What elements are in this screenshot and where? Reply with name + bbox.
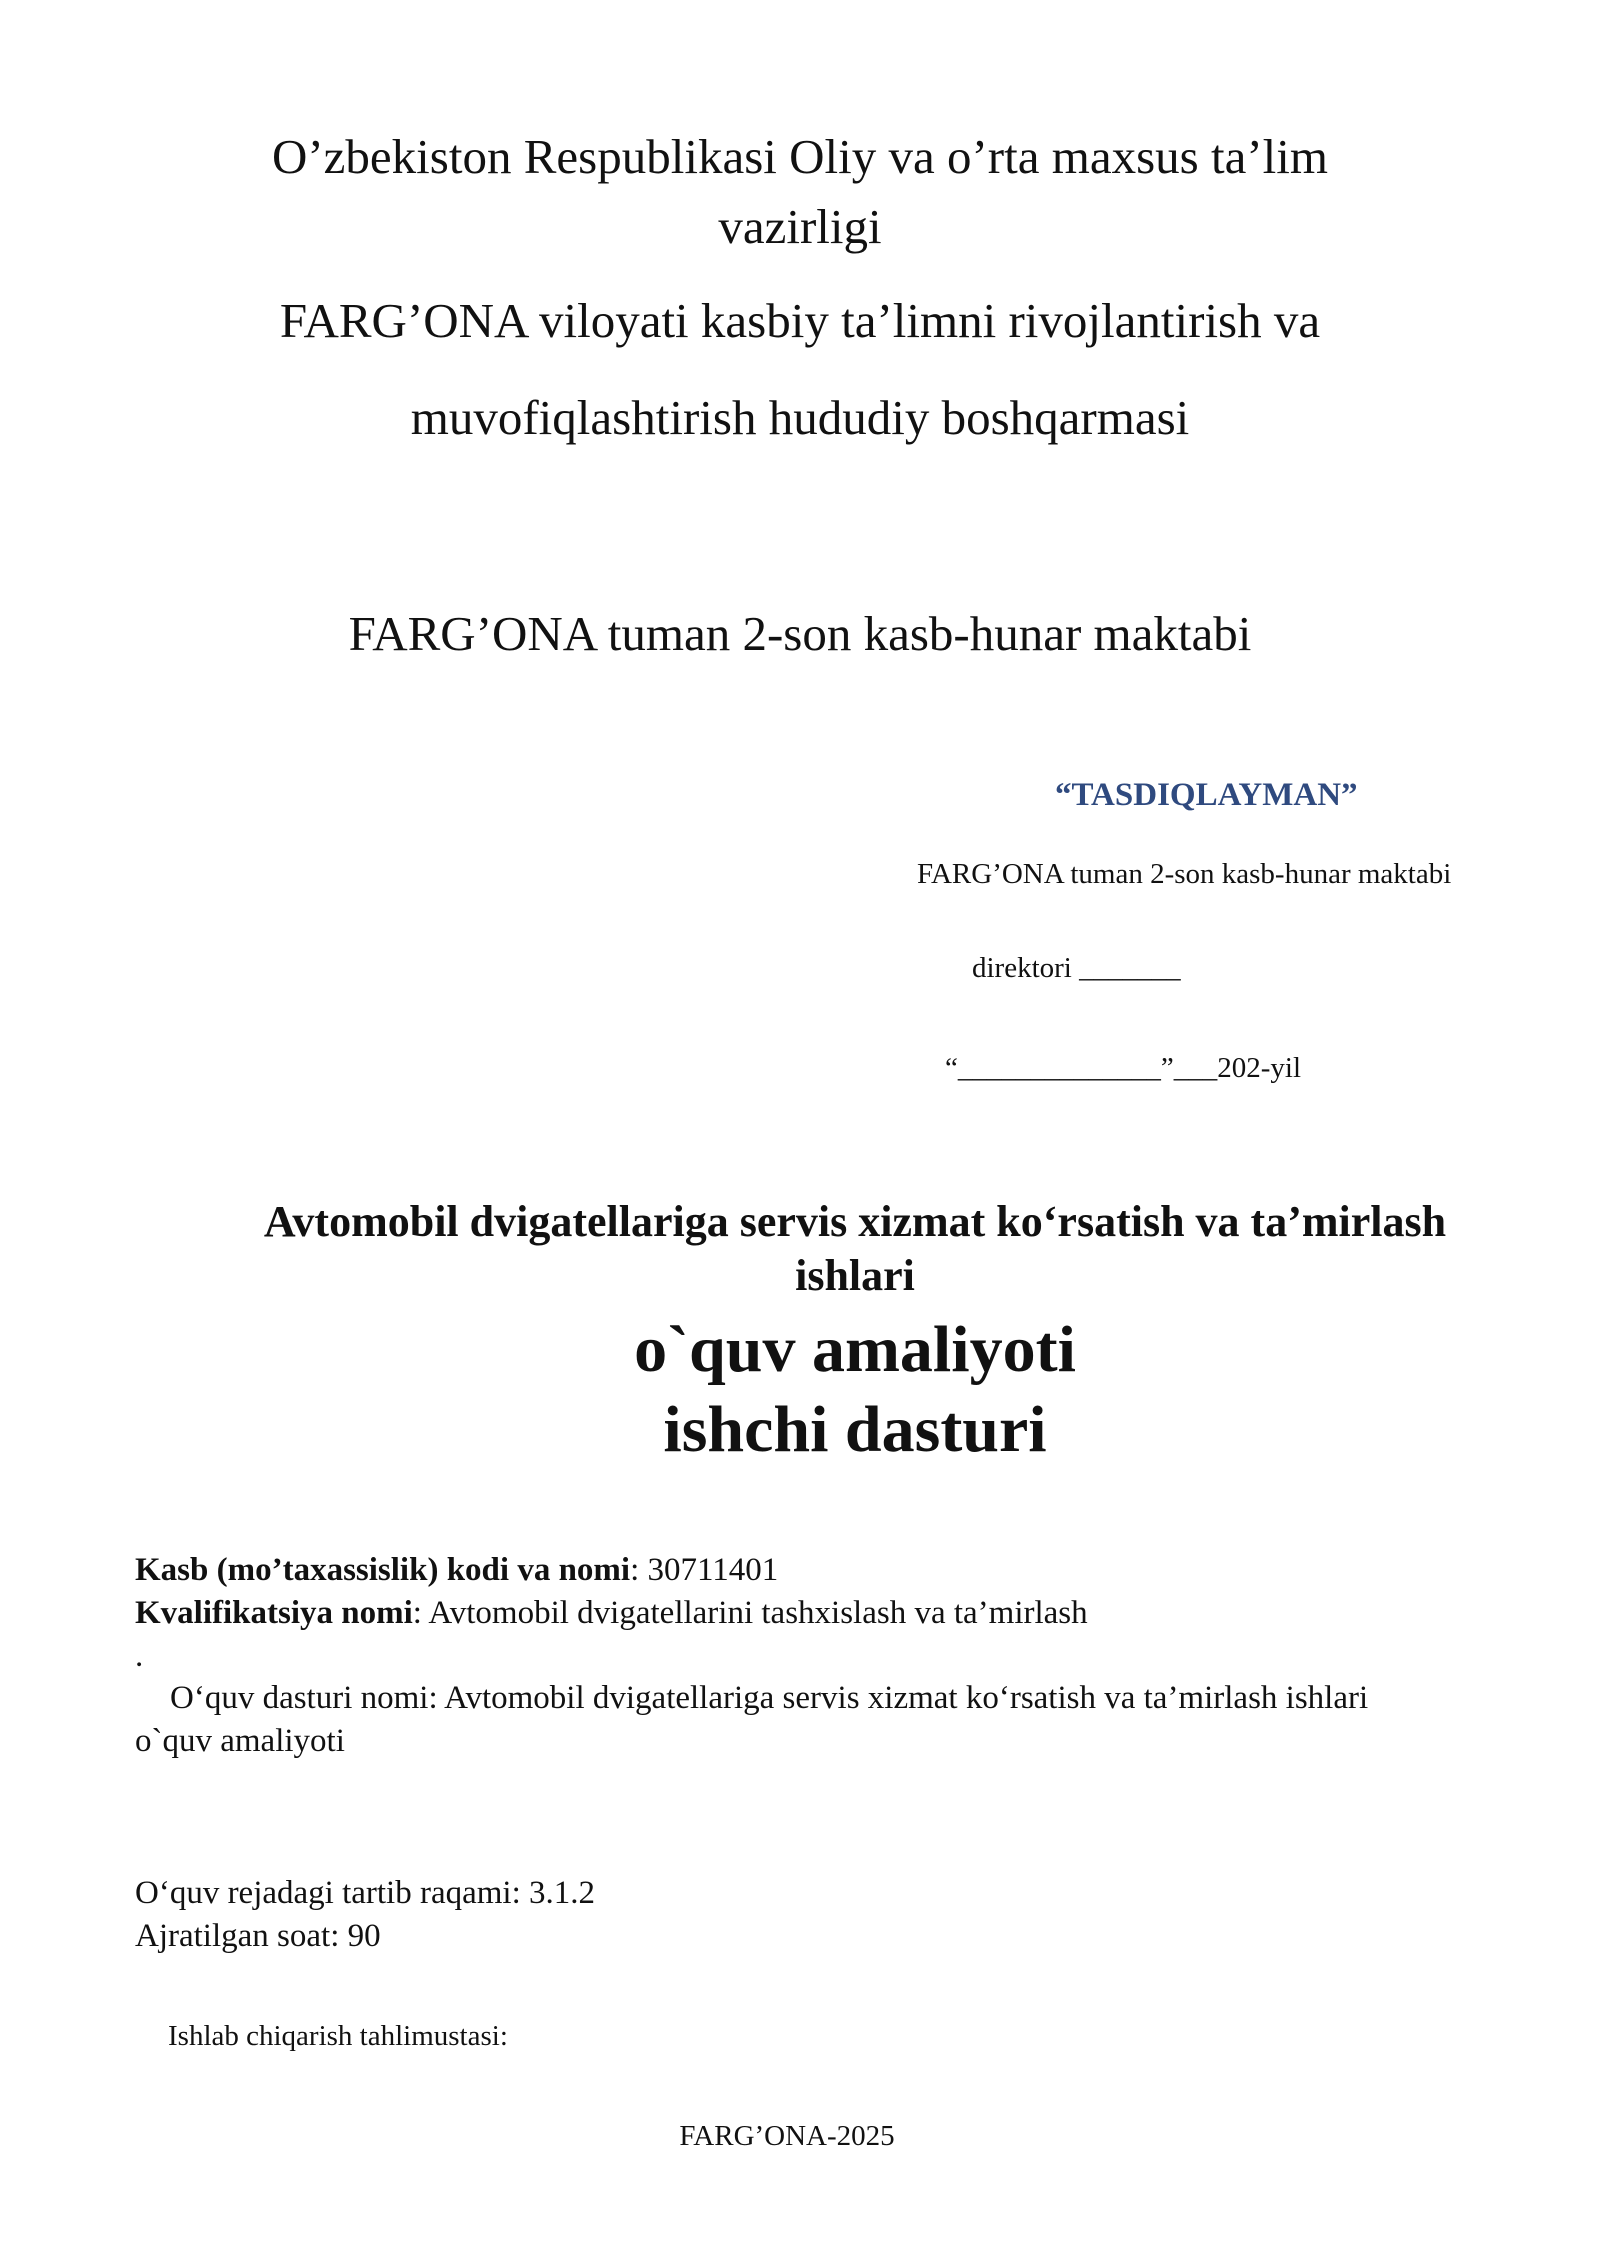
approval-date: “______________”___202-yil [945, 1052, 1302, 1084]
program-name-line2: o`quv amaliyoti [135, 1723, 345, 1759]
document-title [0, 1310, 1600, 1470]
separator-dot: . [135, 1638, 144, 1674]
ministry-heading [0, 122, 1600, 262]
document-topic-line2: ishlari [795, 1251, 915, 1300]
qualification-label: Kvalifikatsiya nomi [135, 1595, 413, 1631]
document-title-line1: o`quv amaliyoti [634, 1313, 1076, 1386]
plan-number: O‘quv rejadagi tartib raqami: 3.1.2 [135, 1875, 596, 1911]
profession-code-label: Kasb (mo’taxassislik) kodi va nomi [135, 1552, 631, 1588]
document-topic-line1: Avtomobil dvigatellariga servis xizmat ko‘rsatish va ta’mirlash [263, 1197, 1447, 1246]
allocated-hours: Ajratilgan soat: 90 [135, 1918, 381, 1954]
instructor-label: Ishlab chiqarish tahlimustasi: [168, 2020, 508, 2052]
program-name-line1: O‘quv dasturi nomi: Avtomobil dvigatellariga servis xizmat ko‘rsatish va ta’mirlash ishlari [170, 1680, 1369, 1716]
school-heading: FARG’ONA tuman 2-son kasb-hunar maktabi [348, 606, 1252, 661]
approval-title: “TASDIQLAYMAN” [1055, 777, 1358, 813]
approval-director: direktori _______ [972, 952, 1181, 984]
profession-code [135, 1552, 778, 1589]
document-topic [0, 1195, 1600, 1303]
document-title-line2: ishchi dasturi [663, 1393, 1047, 1466]
profession-code-value: : 30711401 [630, 1552, 779, 1588]
qualification-value: : Avtomobil dvigatellarini tashxislash va ta’mirlash [412, 1595, 1088, 1631]
qualification [135, 1595, 1088, 1632]
approval-school: FARG’ONA tuman 2-son kasb-hunar maktabi [917, 858, 1452, 890]
board-heading-line2: muvofiqlashtirish hududiy boshqarmasi [410, 390, 1190, 445]
footer-city-year: FARG’ONA-2025 [679, 2120, 895, 2152]
ministry-heading-line2: vazirligi [718, 199, 882, 254]
board-heading-line1: FARG’ONA viloyati kasbiy ta’limni rivojlantirish va [279, 293, 1321, 348]
ministry-heading-line1: O’zbekiston Respublikasi Oliy va o’rta maxsus ta’lim [271, 129, 1329, 184]
